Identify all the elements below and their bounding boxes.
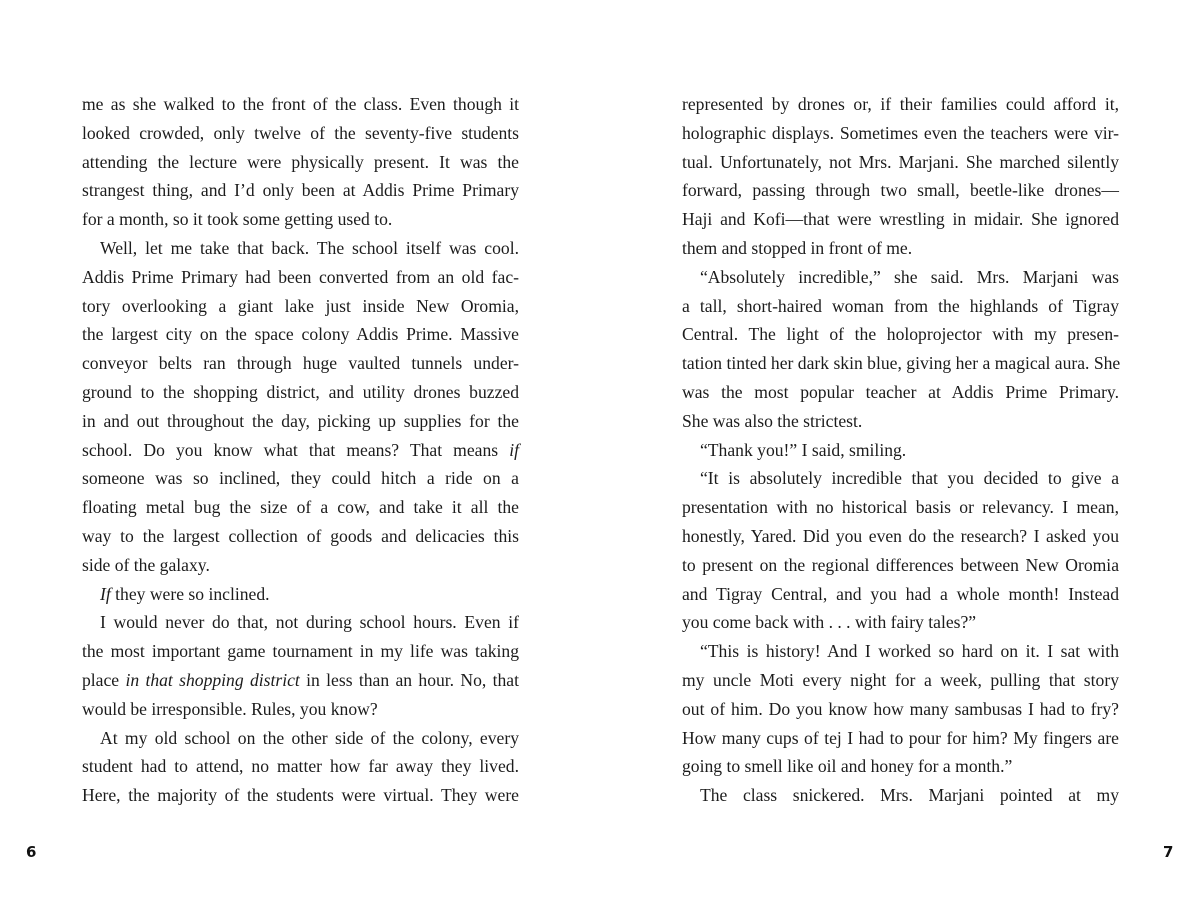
text-line: “This is history! And I worked so hard on it. I sat with: [700, 641, 1119, 662]
italic-text: if: [509, 439, 519, 460]
text-line: How many cups of tej I had to pour for him? My fingers are: [682, 727, 1119, 748]
text-line: side of the galaxy.: [82, 554, 210, 575]
text-line: Here, the majority of the students were virtual. They were: [82, 785, 519, 806]
text-run: they were so inclined.: [110, 583, 270, 604]
text-line: Well, let me take that back. The school itself was cool.: [100, 237, 519, 258]
text-line: to present on the regional differences between New Oromia: [682, 554, 1119, 575]
text-line: them and stopped in front of me.: [682, 237, 913, 258]
text-line: way to the largest collection of goods and delicacies this: [82, 525, 519, 546]
text-line: “Thank you!” I said, smiling.: [700, 439, 907, 460]
text-line: you come back with . . . with fairy tales?”: [682, 612, 977, 633]
text-line: I would never do that, not during school hours. Even if: [100, 612, 519, 633]
text-line: would be irresponsible. Rules, you know?: [82, 698, 378, 719]
text-line: out of him. Do you know how many sambusas I had to fry?: [682, 698, 1119, 719]
text-line: Central. The light of the holoprojector with my presen-: [682, 324, 1119, 345]
text-line: my uncle Moti every night for a week, pulling that story: [682, 669, 1119, 690]
text-line: [82, 666, 519, 695]
text-line: someone was so inclined, they could hitch a ride on a: [82, 468, 519, 489]
right-page-text: [682, 90, 1119, 810]
text-line: conveyor belts ran through huge vaulted tunnels under-: [82, 353, 519, 374]
text-line: She was also the strictest.: [682, 410, 863, 431]
text-line: attending the lecture were physically present. It was the: [82, 151, 519, 172]
text-line: tation tinted her dark skin blue, giving her a magical aura. She: [682, 353, 1121, 374]
text-line: for a month, so it took some getting used to.: [82, 209, 393, 230]
text-line: Haji and Kofi—that were wrestling in midair. She ignored: [682, 209, 1119, 230]
text-line: floating metal bug the size of a cow, and take it all the: [82, 497, 519, 518]
text-line: in and out throughout the day, picking up supplies for the: [82, 410, 519, 431]
text-line: and Tigray Central, and you had a whole month! Instead: [682, 583, 1119, 604]
text-line: Addis Prime Primary had been converted from an old fac-: [82, 266, 519, 287]
text-line: [82, 436, 519, 465]
italic-text: If: [100, 583, 111, 604]
text-line: [82, 580, 519, 609]
text-line: “It is absolutely incredible that you decided to give a: [700, 468, 1119, 489]
text-line: strangest thing, and I’d only been at Addis Prime Primary: [82, 180, 519, 201]
text-line: a tall, short-haired woman from the highlands of Tigray: [682, 295, 1119, 316]
text-line: At my old school on the other side of the colony, every: [100, 727, 519, 748]
text-line: forward, passing through two small, beetle-like drones—: [682, 180, 1119, 201]
left-page-text: [82, 90, 519, 810]
text-line: presentation with no historical basis or relevancy. I mean,: [682, 497, 1119, 518]
text-line: me as she walked to the front of the class. Even though it: [82, 94, 519, 114]
right-page-number: 7: [1163, 843, 1174, 861]
text-line: was the most popular teacher at Addis Prime Primary.: [682, 381, 1119, 402]
text-line: the most important game tournament in my life was taking: [82, 641, 519, 662]
text-line: holographic displays. Sometimes even the teachers were vir-: [682, 122, 1119, 143]
text-line: student had to attend, no matter how far away they lived.: [82, 756, 519, 777]
text-line: the largest city on the space colony Addis Prime. Massive: [82, 324, 519, 345]
italic-text: in that shopping district: [125, 669, 300, 690]
text-line: The class snickered. Mrs. Marjani pointed at my: [700, 785, 1119, 806]
text-run: school. Do you know what that means? That means: [82, 439, 510, 460]
text-line: represented by drones or, if their families could afford it,: [682, 94, 1119, 114]
text-line: tory overlooking a giant lake just inside New Oromia,: [82, 295, 519, 316]
left-page-number: 6: [26, 843, 37, 861]
text-line: ground to the shopping district, and utility drones buzzed: [82, 381, 519, 402]
text-line: “Absolutely incredible,” she said. Mrs. Marjani was: [700, 266, 1119, 287]
text-run: place: [82, 669, 126, 690]
text-line: tual. Unfortunately, not Mrs. Marjani. She marched silently: [682, 151, 1119, 172]
text-line: honestly, Yared. Did you even do the research? I asked you: [682, 525, 1119, 546]
text-line: going to smell like oil and honey for a month.”: [682, 756, 1013, 777]
text-line: looked crowded, only twelve of the seventy-five students: [82, 122, 519, 143]
text-run: in less than an hour. No, that: [299, 669, 519, 690]
